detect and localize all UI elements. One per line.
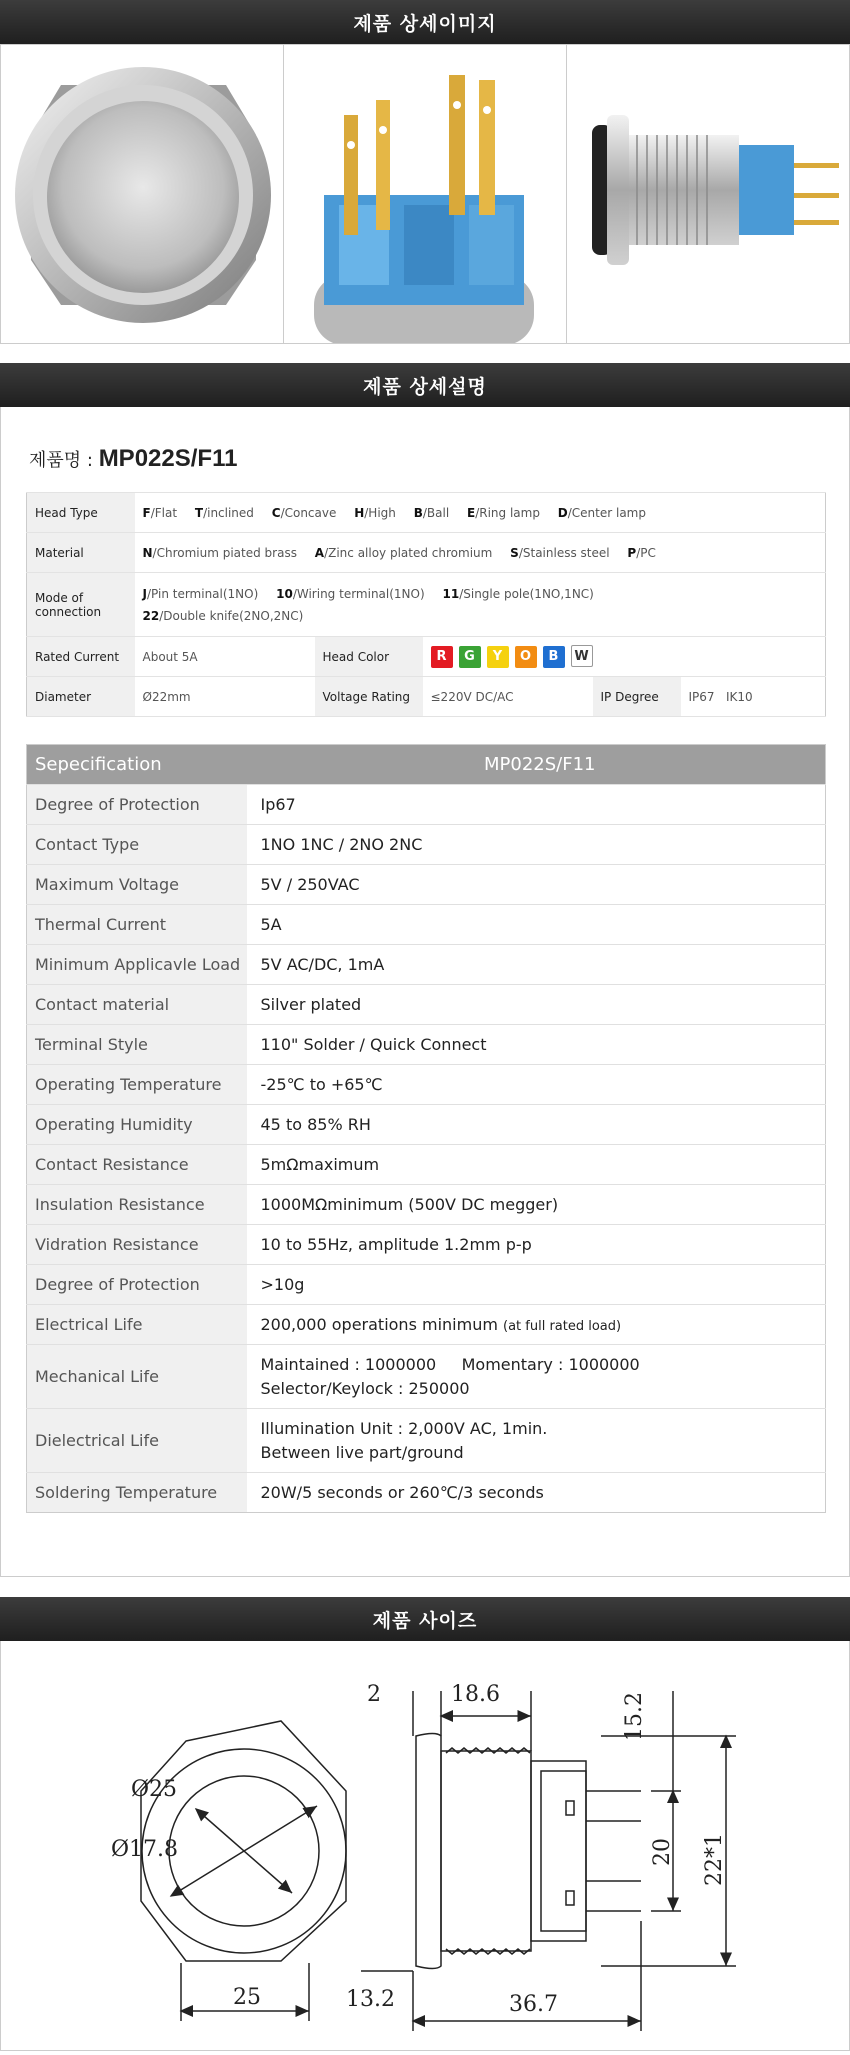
dimension-drawing-svg bbox=[1, 1641, 850, 2051]
table-row: Contact Resistance 5mΩmaximum bbox=[27, 1145, 826, 1185]
option-item: 22/Double knife(2NO,2NC) bbox=[142, 608, 304, 623]
product-photos bbox=[0, 44, 850, 344]
spec-header-key: Sepecification bbox=[27, 745, 247, 785]
table-row: Insulation Resistance 1000MΩminimum (500V DC megger) bbox=[27, 1185, 826, 1225]
voltage-rating-value: ≤220V DC/AC bbox=[423, 677, 593, 717]
head-color-label: Head Color bbox=[315, 637, 423, 677]
section-title-images bbox=[0, 0, 850, 44]
material-label: Material bbox=[27, 533, 135, 573]
table-row: Operating Temperature -25℃ to +65℃ bbox=[27, 1065, 826, 1105]
row-mode bbox=[27, 573, 826, 637]
side-view-bezel bbox=[416, 1734, 441, 1969]
rated-current-label: Rated Current bbox=[27, 637, 135, 677]
section-title-text: 제품 상세이미지 bbox=[353, 12, 497, 35]
table-row: Operating Humidity 45 to 85% RH bbox=[27, 1105, 826, 1145]
table-row: Maximum Voltage 5V / 250VAC bbox=[27, 865, 826, 905]
head-type-label: Head Type bbox=[27, 493, 135, 533]
spec-header bbox=[27, 745, 826, 785]
ip-degree-value: IP67 IK10 bbox=[681, 677, 826, 717]
table-row: Contact Type 1NO 1NC / 2NO 2NC bbox=[27, 825, 826, 865]
option-item: F/Flat bbox=[142, 505, 178, 520]
option-item: T/inclined bbox=[194, 505, 254, 520]
row-material bbox=[27, 533, 826, 573]
option-item: S/Stainless steel bbox=[510, 545, 610, 560]
table-row: Vidration Resistance 10 to 55Hz, amplitude 1.2mm p-p bbox=[27, 1225, 826, 1265]
specification-table bbox=[26, 744, 826, 1513]
option-item: H/High bbox=[354, 505, 396, 520]
voltage-rating-label: Voltage Rating bbox=[315, 677, 423, 717]
option-item: C/Concave bbox=[271, 505, 337, 520]
table-row: Terminal Style 110" Solder / Quick Connect bbox=[27, 1025, 826, 1065]
rated-current-value: About 5A bbox=[135, 637, 315, 677]
section-title-text: 제품 상세설명 bbox=[363, 375, 487, 398]
row-head-type bbox=[27, 493, 826, 533]
row-diameter bbox=[27, 677, 826, 717]
head-type-options bbox=[135, 493, 826, 533]
option-table bbox=[26, 492, 826, 717]
side-view-body bbox=[531, 1761, 586, 1941]
table-row: Thermal Current 5A bbox=[27, 905, 826, 945]
table-row-electrical-life: Electrical Life 200,000 operations minimum (at full rated load) bbox=[27, 1305, 826, 1345]
table-row: Degree of Protection >10g bbox=[27, 1265, 826, 1305]
material-options bbox=[135, 533, 826, 573]
dimension-drawing bbox=[0, 1641, 850, 2051]
table-row: Minimum Applicavle Load 5V AC/DC, 1mA bbox=[27, 945, 826, 985]
dim-18-6: 18.6 bbox=[451, 1682, 500, 1707]
dim-15-2: 15.2 bbox=[622, 1692, 647, 1741]
spec-rows bbox=[27, 785, 826, 1513]
dim-2: 2 bbox=[367, 1682, 381, 1707]
photo-terminals bbox=[284, 45, 567, 343]
ip-degree-label: IP Degree bbox=[593, 677, 681, 717]
option-item: D/Center lamp bbox=[557, 505, 646, 520]
color-swatch-green: G bbox=[459, 646, 481, 668]
product-name bbox=[29, 445, 237, 473]
table-row-dielectrical-life: Dielectrical Life Illumination Unit : 2,000V AC, 1min. Between live part/ground bbox=[27, 1409, 826, 1473]
mode-label: Mode of connection bbox=[27, 573, 135, 637]
photo-front bbox=[1, 45, 284, 343]
dim-22: 22*1 bbox=[702, 1833, 727, 1886]
dim-13-2: 13.2 bbox=[346, 1987, 395, 2012]
side-view-thread bbox=[441, 1751, 531, 1951]
photo-side bbox=[567, 45, 849, 343]
option-item: E/Ring lamp bbox=[466, 505, 540, 520]
option-item: N/Chromium piated brass bbox=[142, 545, 297, 560]
color-swatch-white: W bbox=[571, 645, 593, 667]
dim-d-inner: Ø17.8 bbox=[111, 1837, 179, 1862]
mode-options bbox=[135, 573, 826, 637]
option-item: P/PC bbox=[627, 545, 656, 560]
table-row-soldering: Soldering Temperature 20W/5 seconds or 260℃/3 seconds bbox=[27, 1473, 826, 1513]
option-item: A/Zinc alloy plated chromium bbox=[314, 545, 493, 560]
product-name-value: MP022S/F11 bbox=[98, 445, 238, 472]
option-item: 10/Wiring terminal(1NO) bbox=[276, 586, 425, 601]
table-row-mechanical-life: Mechanical Life Maintained : 1000000 Momentary : 1000000 Selector/Keylock : 250000 bbox=[27, 1345, 826, 1409]
spec-header-value: MP022S/F11 bbox=[247, 745, 826, 785]
dim-20: 20 bbox=[650, 1838, 675, 1866]
row-current-color bbox=[27, 637, 826, 677]
color-swatch-yellow: Y bbox=[487, 646, 509, 668]
option-item: B/Ball bbox=[413, 505, 450, 520]
color-swatch-red: R bbox=[431, 646, 453, 668]
head-color-swatches bbox=[423, 637, 826, 677]
section-title-description bbox=[0, 363, 850, 407]
section-title-text: 제품 사이즈 bbox=[372, 1609, 478, 1632]
product-name-label: 제품명 : bbox=[29, 450, 93, 471]
option-item: J/Pin terminal(1NO) bbox=[142, 586, 259, 601]
color-swatch-blue: B bbox=[543, 646, 565, 668]
option-item: 11/Single pole(1NO,1NC) bbox=[442, 586, 594, 601]
diameter-label: Diameter bbox=[27, 677, 135, 717]
diameter-value: Ø22mm bbox=[135, 677, 315, 717]
table-row: Contact material Silver plated bbox=[27, 985, 826, 1025]
description-panel bbox=[0, 407, 850, 1577]
color-swatch-orange: O bbox=[515, 646, 537, 668]
dim-36-7: 36.7 bbox=[509, 1992, 558, 2017]
table-row: Degree of Protection Ip67 bbox=[27, 785, 826, 825]
dim-d-outer: Ø25 bbox=[131, 1777, 178, 1802]
dim-width: 25 bbox=[233, 1985, 261, 2010]
section-title-size bbox=[0, 1597, 850, 1641]
